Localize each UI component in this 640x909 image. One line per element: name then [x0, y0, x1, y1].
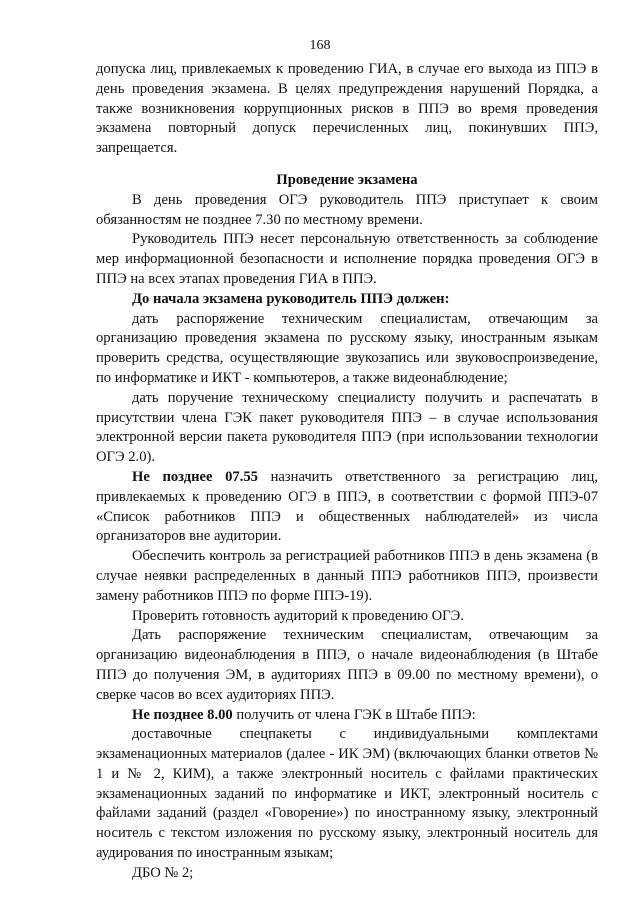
page-number: 168 — [309, 38, 331, 53]
paragraph-start-time: В день проведения ОГЭ руководитель ППЭ приступает к своим обязанностям не позднее 7.30 по местному времени. — [96, 191, 598, 228]
document-body — [96, 60, 598, 884]
paragraph-print-package: дать поручение техническому специалисту получить и распечатать в присутствии члена ГЭК пакет руководителя ППЭ – в случае использования электронной версии пакета руководителя ППЭ (при использовании технологии ОГЭ 2.0). — [96, 389, 598, 466]
paragraph-check-rooms: Проверить готовность аудиторий к проведению ОГЭ. — [132, 607, 464, 624]
deadline-0755-text: назначить ответственного за регистрацию лиц, привлекаемых к проведению ОГЭ в ППЭ, в соответствии с формой ППЭ-07 «Список работников ППЭ и общественных наблюдателей» из числа организаторов вне аудитории. — [96, 468, 599, 545]
deadline-0800-text: получить от члена ГЭК в Штабе ППЭ: — [232, 706, 476, 723]
paragraph-deadline-0800 — [96, 706, 598, 726]
section-heading: Проведение экзамена — [276, 171, 418, 188]
paragraph-responsibility: Руководитель ППЭ несет персональную ответственность за соблюдение мер информационной безопасности и исполнение порядка проведения ОГЭ в ППЭ на всех этапах проведения ГИА в ППЭ. — [96, 231, 598, 287]
paragraph-tech-specialists-order: дать распоряжение техническим специалистам, отвечающим за организацию проведения экзамена по русскому языку, иностранным языкам проверить средства, осуществляющие звукозапись или звуковоспроизведение, по информатике и ИКТ - компьютеров, а также видеонаблюдение; — [96, 310, 598, 386]
paragraph-deadline-0755 — [96, 468, 598, 547]
paragraph-before-exam-heading: До начала экзамена руководитель ППЭ должен: — [132, 290, 450, 307]
paragraph-dbo2: ДБО № 2; — [132, 864, 194, 881]
paragraph-video-surveillance: Дать распоряжение техническим специалистам, отвечающим за организацию видеонаблюдения в ППЭ, о начале видеонаблюдения (в Штабе ППЭ до получения ЭМ, в аудиториях ППЭ в 09.00 по местному времени), о сверке часов во всех аудиториях ППЭ. — [96, 627, 598, 703]
deadline-0755-label: Не позднее 07.55 — [132, 468, 258, 485]
paragraph-continuation: допуска лиц, привлекаемых к проведению ГИА, в случае его выхода из ППЭ в день проведения экзамена. В целях предупреждения нарушений Порядка, а также возникновения коррупционных рисков в ППЭ во время проведения экзамена повторный допуск перечисленных лиц, покинувших ППЭ, запрещается. — [96, 61, 598, 157]
paragraph-delivery-packages: доставочные спецпакеты с индивидуальными комплектами экзаменационных материалов (далее - ИК ЭМ) (включающих бланки ответов № 1 и № 2, КИМ), а также электронный носитель с файлами практических экзаменационных заданий по информатике и ИКТ, электронный носитель с файлами заданий (раздел «Говорение») по иностранному языку, электронный носитель с текстом изложения по русскому языку, электронный носитель для аудирования по иностранным языкам; — [96, 726, 598, 862]
paragraph-registration-control: Обеспечить контроль за регистрацией работников ППЭ в день экзамена (в случае неявки распределенных в данный ППЭ работников ППЭ, произвести замену работников ППЭ по форме ППЭ-19). — [96, 548, 598, 604]
deadline-0800-label: Не позднее 8.00 — [132, 706, 233, 723]
